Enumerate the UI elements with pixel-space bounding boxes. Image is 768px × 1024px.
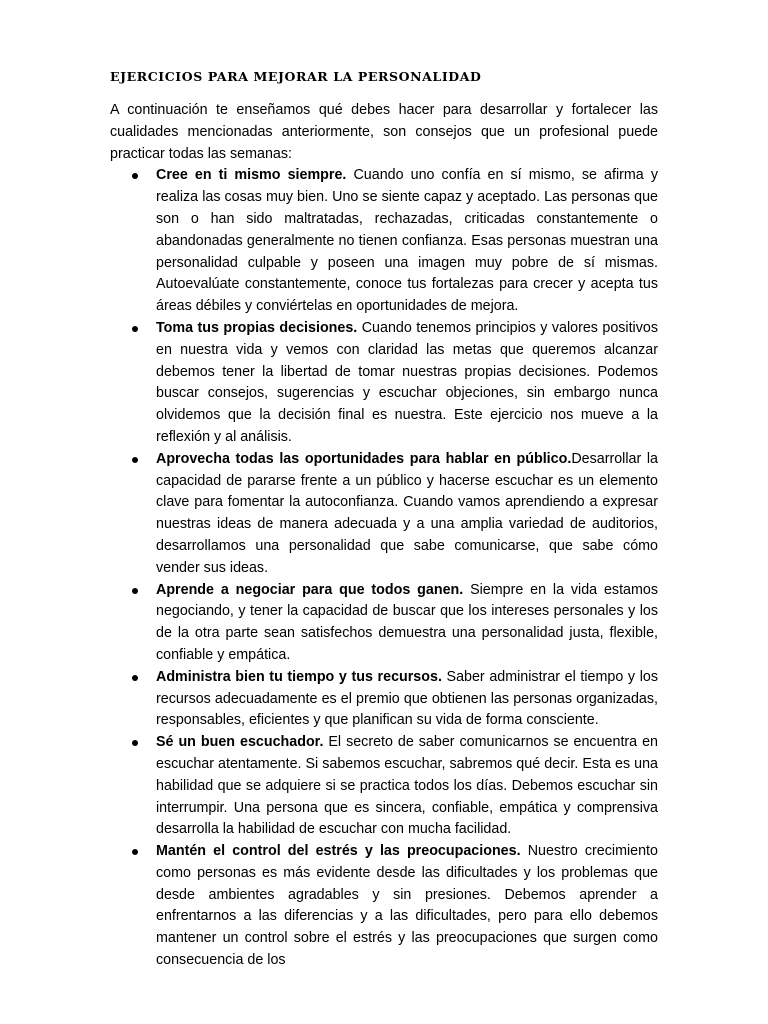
- item-title: Cree en ti mismo siempre.: [156, 167, 347, 184]
- item-title: Administra bien tu tiempo y tus recursos.: [156, 668, 442, 685]
- item-text: Desarrollar la capacidad de pararse frente a un público y hacerse escuchar es un elemento clave para fomentar la autoconfianza. Cuando vamos aprendiendo a expresar nuestras ideas de manera adecuada y a una amplia variedad de auditorios, desarrollamos una personalidad que sabe comunicarse, que sabe cómo vender sus ideas.: [156, 450, 659, 576]
- item-text: El secreto de saber comunicarnos se encuentra en escuchar atentamente. Si sabemos escuchar, sabremos qué decir. Esta es una habilidad que se adquiere si se practica todos los días. Debemos escuchar sin interrumpir. Una persona que es sincera, confiable, empática y comprensiva desarrolla la habilidad de escuchar con mucha facilidad.: [156, 734, 658, 838]
- bullet-icon: [132, 740, 138, 746]
- list-item: [110, 667, 658, 732]
- list-item: [110, 732, 658, 841]
- item-text: Cuando uno confía en sí mismo, se afirma y realiza las cosas muy bien. Uno se siente capaz y aceptado. Las personas que son o han sido maltratadas, rechazadas, criticadas constantemente o abandonadas generalmente no tienen confianza. Esas personas muestran una personalidad culpable y poseen una imagen muy pobre de sí mismas. Autoevalúate constantemente, conoce tus fortalezas para crecer y acepta tus áreas débiles y conviértelas en oportunidades de mejora.: [156, 167, 658, 315]
- exercise-list: [110, 165, 658, 971]
- item-text: Saber administrar el tiempo y los recursos adecuadamente es el premio que obtienen las personas organizadas, responsables, eficientes y que planifican su vida de forma consciente.: [156, 668, 658, 729]
- intro-paragraph: A continuación te enseñamos qué debes hacer para desarrollar y fortalecer las cualidades mencionadas anteriormente, son consejos que un profesional puede practicar todas las semanas:: [110, 102, 658, 162]
- item-text: Nuestro crecimiento como personas es más evidente desde las dificultades y los problemas que desde ambientes agradables y sin presiones. Debemos aprender a enfrentarnos a las diferencias y a las dificultades, pero para ello debemos mantener un control sobre el estrés y las preocupaciones que surgen como consecuencia de los: [156, 843, 658, 969]
- item-title: Aprovecha todas las oportunidades para hablar en público.: [156, 450, 572, 467]
- document-title: EJERCICIOS PARA MEJORAR LA PERSONALIDAD: [110, 69, 482, 84]
- list-item: [110, 318, 658, 449]
- list-item: [110, 449, 658, 580]
- item-text: Cuando tenemos principios y valores positivos en nuestra vida y vemos con claridad las metas que queremos alcanzar debemos tener la libertad de tomar nuestras propias decisiones. Podemos buscar consejos, sugerencias y escuchar objeciones, sin embargo nunca olvidemos que la decisión final es nuestra. Este ejercicio nos mueve a la reflexión y al análisis.: [156, 319, 658, 445]
- item-title: Sé un buen escuchador.: [156, 734, 324, 751]
- list-item: [110, 841, 658, 972]
- bullet-icon: [132, 173, 138, 179]
- bullet-icon: [132, 675, 138, 681]
- bullet-icon: [132, 849, 138, 855]
- item-title: Toma tus propias decisiones.: [156, 319, 358, 336]
- list-item: [110, 580, 658, 667]
- bullet-icon: [132, 588, 138, 594]
- item-title: Mantén el control del estrés y las preocupaciones.: [156, 843, 521, 860]
- item-title: Aprende a negociar para que todos ganen.: [156, 581, 464, 598]
- bullet-icon: [132, 326, 138, 332]
- list-item: [110, 165, 658, 318]
- document-page: [110, 66, 658, 972]
- bullet-icon: [132, 457, 138, 463]
- item-text: Siempre en la vida estamos negociando, y tener la capacidad de buscar que los intereses personales y los de la otra parte sean satisfechos demuestra una personalidad justa, flexible, confiable y empática.: [156, 581, 659, 663]
